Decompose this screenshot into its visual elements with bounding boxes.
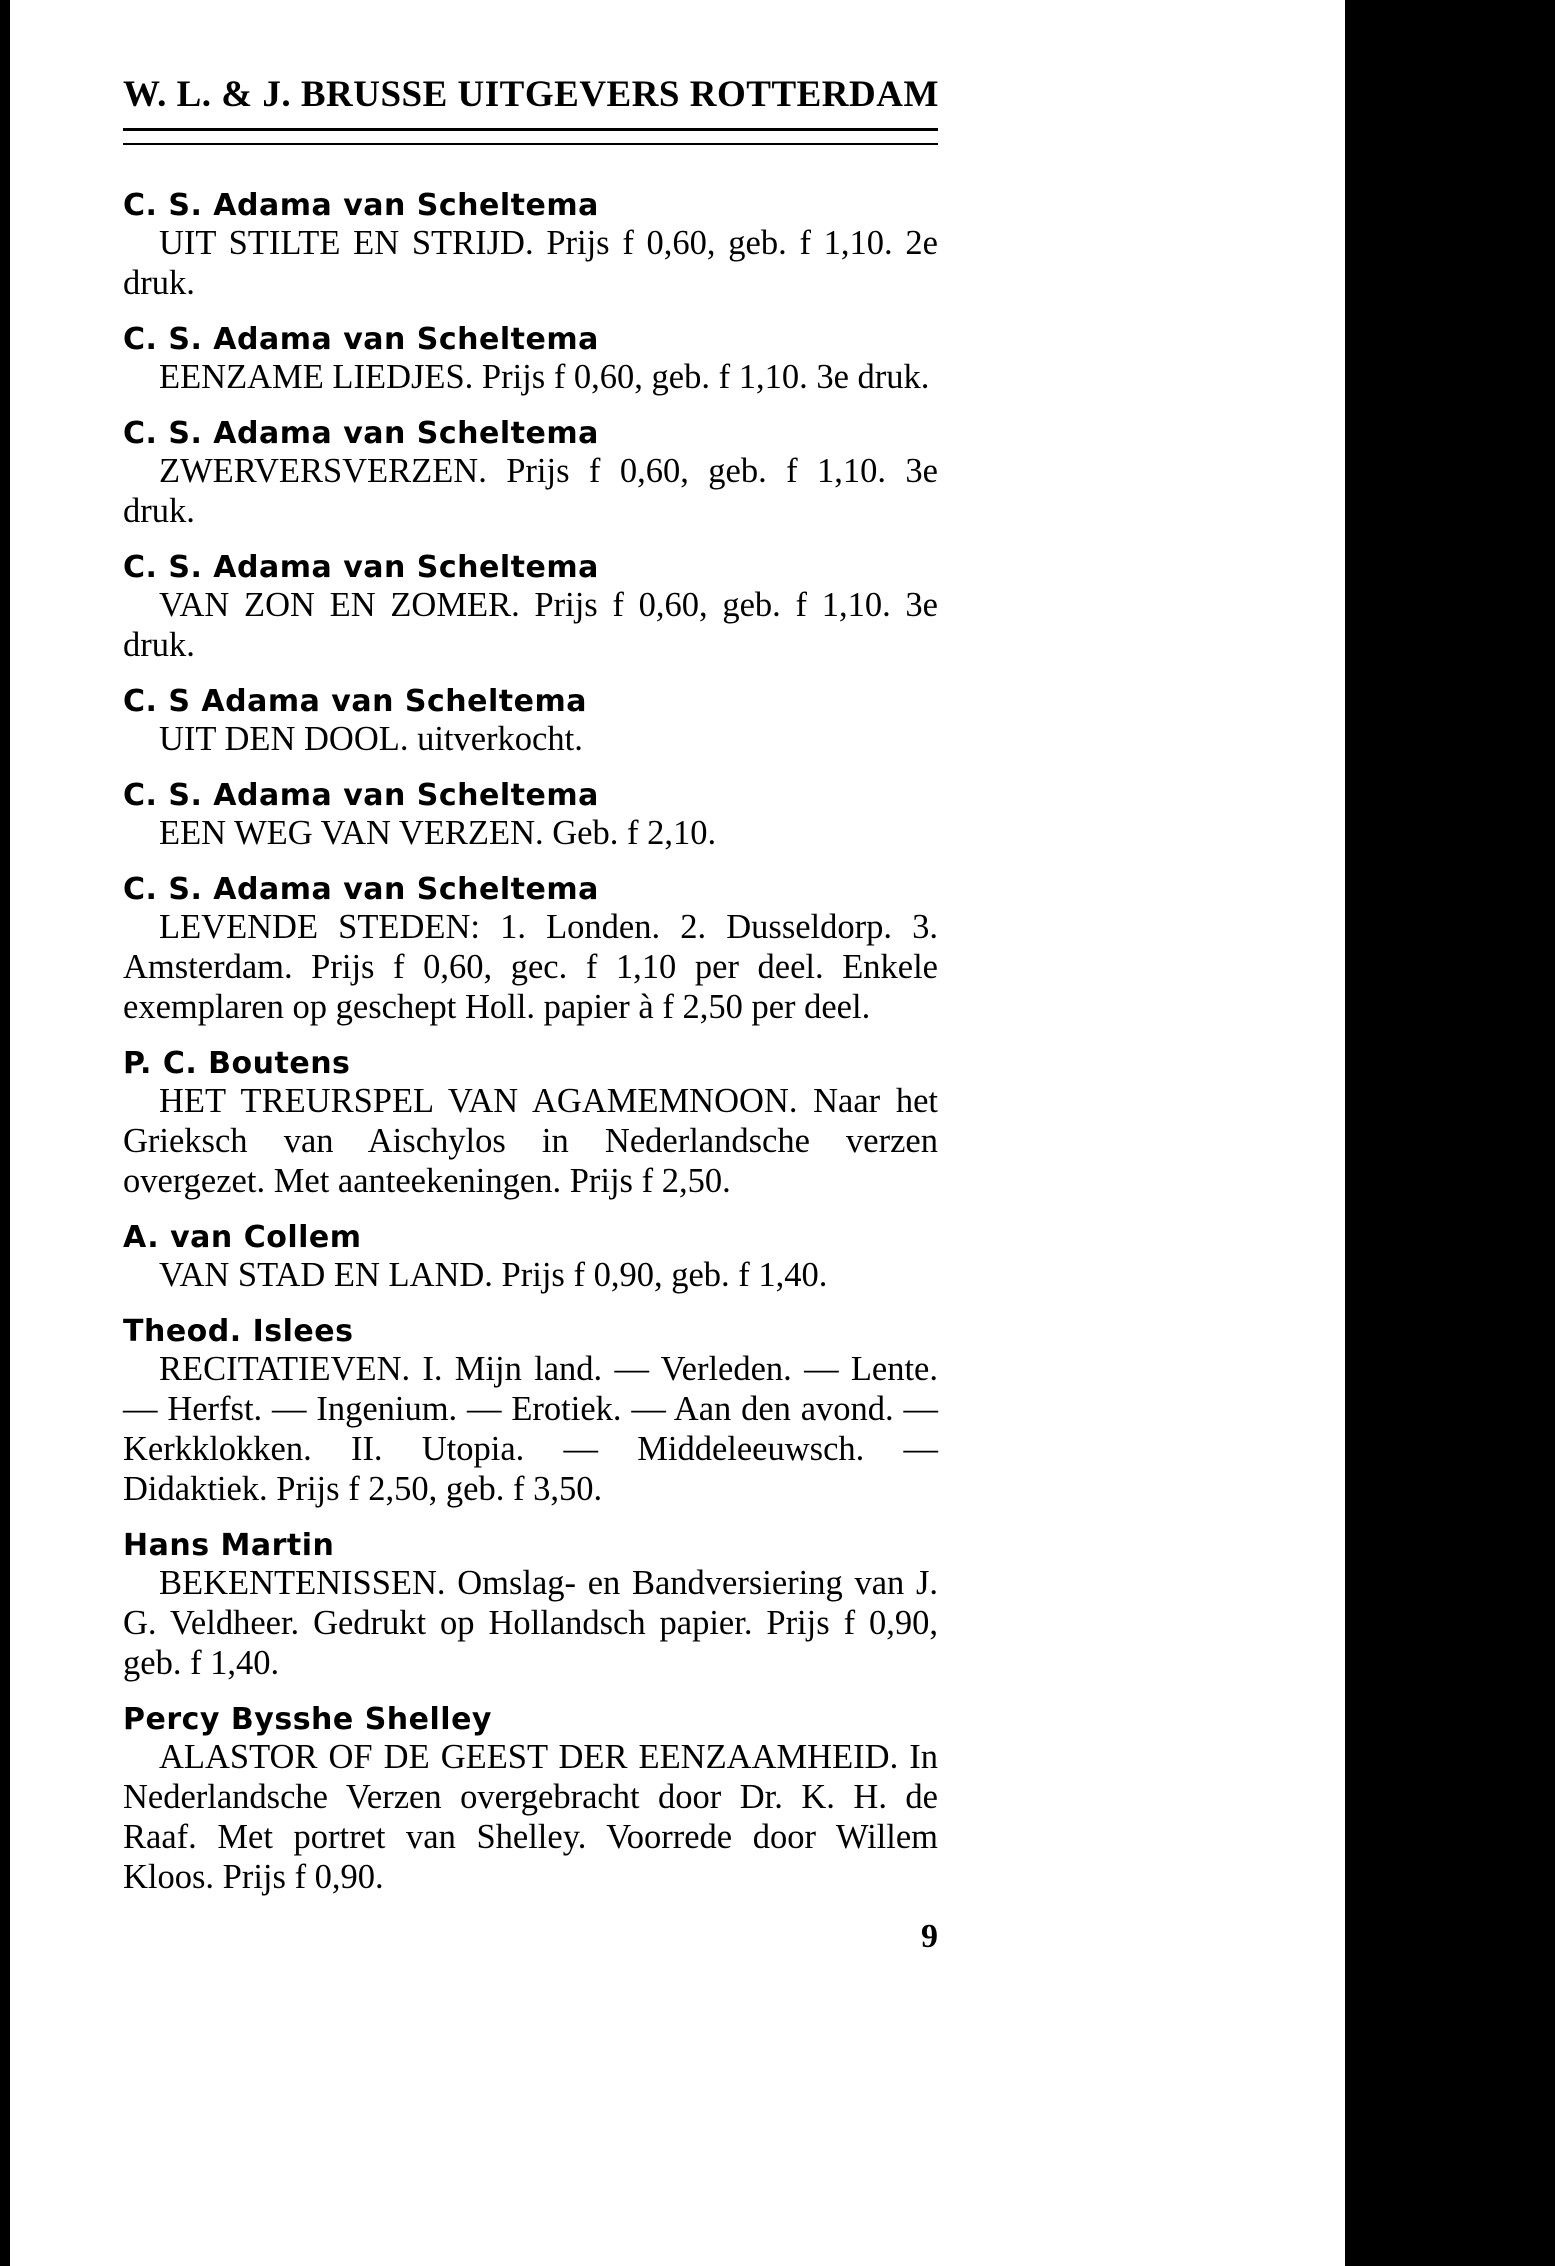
catalogue-entry [123,417,938,531]
entry-description: EEN WEG VAN VERZEN. Geb. f 2,10. [159,814,717,852]
catalogue-entry [123,779,938,853]
entry-description: RECITATIEVEN. I. Mijn land. — Verleden. — Lente. — Herfst. — Ingenium. — Erotiek. — Aan den avond. — Kerkklokken. II. Utopia. — Middeleeuwsch. — Didaktiek. Prijs f 2,50, geb. f 3,50. [123,1350,938,1508]
page-number: 9 [921,1918,938,1955]
entry-description: VAN ZON EN ZOMER. Prijs f 0,60, geb. f 1,10. 3e druk. [123,586,938,664]
entry-author: C. S Adama van Scheltema [123,684,587,719]
page [10,0,1345,2266]
catalogue-entry [123,551,938,665]
catalogue-entry [123,1315,938,1509]
entry-author: C. S. Adama van Scheltema [123,416,599,451]
catalogue-entry [123,1047,938,1201]
catalogue-entry [123,189,938,303]
scan-border [1345,0,1555,2266]
catalogue-entry [123,873,938,1027]
catalogue-entry [123,1221,938,1295]
entry-description: UIT STILTE EN STRIJD. Prijs f 0,60, geb. f 1,10. 2e druk. [123,224,938,302]
entry-author: P. C. Boutens [123,1046,351,1081]
entry-description: HET TREURSPEL VAN AGAMEMNOON. Naar het Grieksch van Aischylos in Nederlandsche verzen overgezet. Met aanteekeningen. Prijs f 2,50. [123,1082,938,1200]
catalogue-entry [123,323,938,397]
entry-description: ZWERVERSVERZEN. Prijs f 0,60, geb. f 1,10. 3e druk. [123,452,938,530]
catalogue-entry [123,685,938,759]
entry-author: C. S. Adama van Scheltema [123,322,599,357]
catalogue-entry [123,1703,938,1897]
entry-author: Hans Martin [123,1528,335,1563]
entry-author: Percy Bysshe Shelley [123,1702,492,1737]
entry-author: C. S. Adama van Scheltema [123,188,599,223]
entry-author: Theod. Islees [123,1314,354,1349]
catalogue-entry [123,1529,938,1683]
catalogue-content [123,72,938,1957]
entry-author: C. S. Adama van Scheltema [123,778,599,813]
header-double-rule [123,128,938,145]
entry-author: C. S. Adama van Scheltema [123,550,599,585]
entry-description: BEKENTENISSEN. Omslag- en Bandversiering van J. G. Veldheer. Gedrukt op Hollandsch papier. Prijs f 0,90, geb. f 1,40. [123,1564,938,1682]
entry-description: UIT DEN DOOL. uitverkocht. [159,720,583,758]
entry-author: C. S. Adama van Scheltema [123,872,599,907]
entry-description: EENZAME LIEDJES. Prijs f 0,60, geb. f 1,10. 3e druk. [159,358,930,396]
entry-description: ALASTOR OF DE GEEST DER EENZAAMHEID. In Nederlandsche Verzen overgebracht door Dr. K. H. de Raaf. Met portret van Shelley. Voorrede door Willem Kloos. Prijs f 0,90. [123,1738,938,1896]
entry-author: A. van Collem [123,1220,362,1255]
publisher-header: W. L. & J. BRUSSE UITGEVERS ROTTERDAM [123,74,939,115]
entry-description: VAN STAD EN LAND. Prijs f 0,90, geb. f 1,40. [159,1256,828,1294]
entry-description: LEVENDE STEDEN: 1. Londen. 2. Dusseldorp. 3. Amsterdam. Prijs f 0,60, gec. f 1,10 per deel. Enkele exemplaren op geschept Holl. papier à f 2,50 per deel. [123,908,938,1026]
